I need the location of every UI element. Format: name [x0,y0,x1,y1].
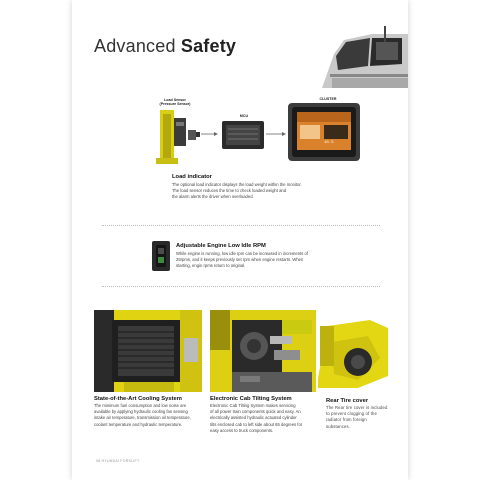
rear-tire-cover-title: Rear Tire cover [326,398,369,404]
mcu-label: MCU [239,114,249,118]
idle-rpm-line: starting, engin rpms return to original. [176,263,246,269]
rear-tire-cover-text [326,405,392,430]
idle-rpm-title: Adjustable Engine Low Idle RPM [176,243,266,249]
cab-tilting-line: electrically assisted hydraulic actuated cylinder [210,415,297,421]
load-sensor-image [156,110,200,164]
cooling-system-photo [94,310,202,392]
cab-tilting-line: tilts enclosed cab to left side about 65 degrees for [210,421,303,427]
rear-tire-cover-line: The Rear tire cover is included [326,405,388,410]
cooling-system-line: The minimum fuel consumption and low noise are [94,403,187,408]
section-divider [102,286,380,287]
load-indicator-title: Load indicator [172,174,212,180]
rear-tire-cover-photo [318,318,388,388]
load-indicator-line: The load sensor reduces the time to check loaded weight and [172,188,287,194]
idle-rpm-line: While engine is running, low idle rpm can be increased in increments of [176,251,308,256]
cab-tilting-line: Electronic Cab Tilting System makes servicing [210,403,296,408]
load-indicator-line: the alarm alerts the driver when overloaded. [172,194,254,200]
idle-rpm-line: 25rpms, and it keeps previously set rpm when engine restarts. When [176,257,304,263]
section-divider [102,225,380,226]
cab-tilting-line: easy access to truck components. [210,427,274,433]
cab-tilting-photo [210,310,316,392]
cooling-system-title: State-of-the-Art Cooling System [94,396,182,402]
load-sensor-label: Load Sensor (Pressure Sensor) [159,98,191,107]
load-indicator-line: The optional load indicator displays the load weight within the monitor. [172,182,302,187]
cooling-system-text [94,403,208,428]
cooling-system-line: coolant temperature and hydraulic temperature. [94,421,183,427]
rear-tire-cover-line: substances. [326,423,350,429]
truck-cab-image [312,20,408,88]
load-indicator-text [172,182,362,201]
rear-tire-cover-line: to prevent clogging of the [326,411,377,417]
mcu-image [222,121,264,149]
diagram-graphics [152,88,362,168]
footer-brand: HYUNDAI FORKLIFT [101,459,140,463]
cab-tilting-line: of all power train components quick and easy. An [210,409,301,415]
page-title [94,36,236,57]
rear-tire-cover-line: radiator from foreign [326,417,367,423]
cab-tilting-text [210,403,316,434]
cluster-monitor-image [288,103,360,161]
idle-switch-image [152,241,170,271]
cluster-screen-value: 10.5 [324,141,334,145]
idle-rpm-text [176,251,376,270]
page-footer [96,459,139,463]
title-bold: Safety [180,36,237,56]
load-system-diagram [152,88,362,168]
cooling-system-line: intake air temperature, transmission oil temperature, [94,415,191,421]
brochure-page [72,0,408,480]
page-number: 08 [96,459,101,463]
cab-tilting-title: Electronic Cab Tilting System [210,396,292,402]
title-light: Advanced [94,36,176,56]
cooling-system-line: available by applying hydraulic cooling fan sensing [94,409,188,415]
cluster-label: CLUSTER [319,97,337,101]
